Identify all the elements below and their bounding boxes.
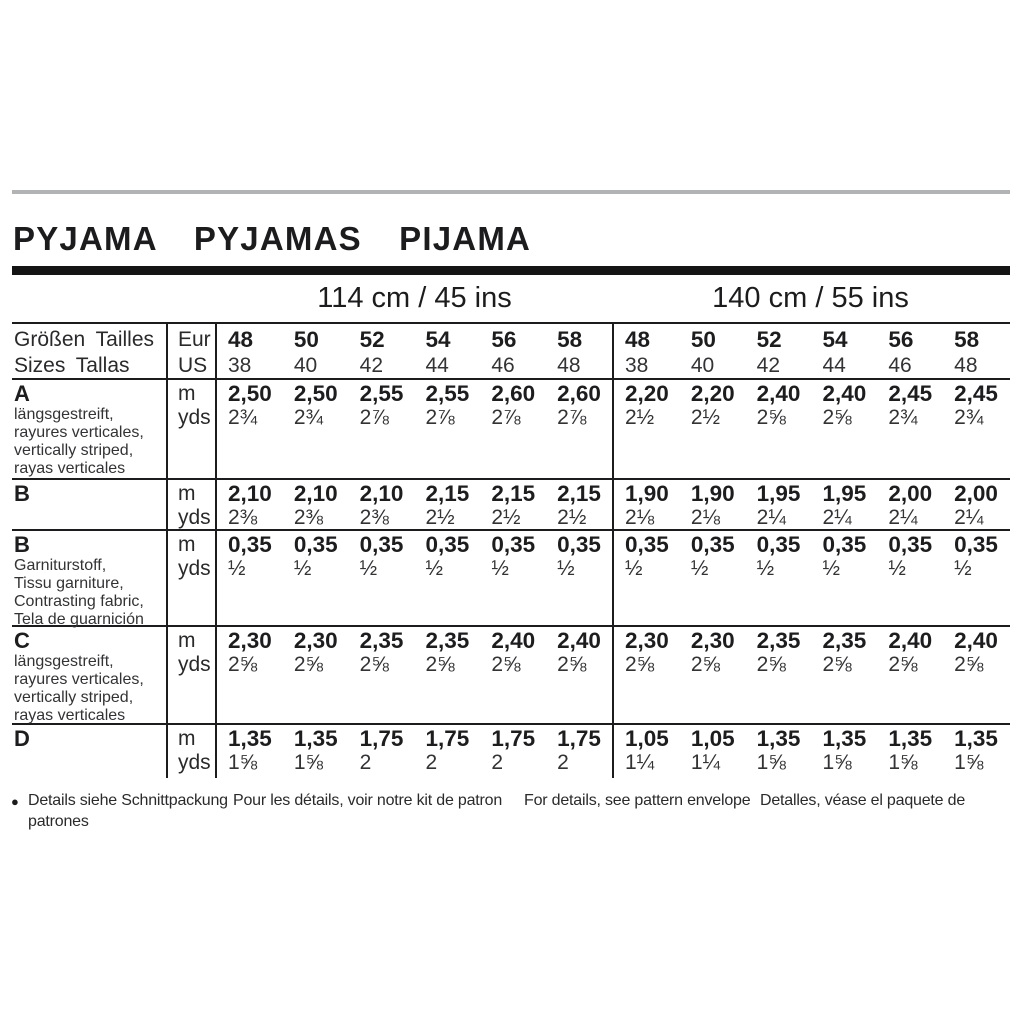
meters-value: 1,95 <box>822 481 867 506</box>
table-cell <box>217 380 283 478</box>
footer-note-spanish-wrap: patrones <box>28 813 89 830</box>
yards-value: ½ <box>293 557 312 580</box>
yards-value: 2 <box>557 751 569 774</box>
yards-value: 1¼ <box>690 751 721 774</box>
table-cell <box>877 531 943 625</box>
meters-value: 2,30 <box>625 628 669 653</box>
table-cell <box>614 627 680 723</box>
view-label-cell <box>12 531 166 628</box>
meters-value: 2,20 <box>690 381 735 406</box>
yards-value: 2⅞ <box>491 406 521 429</box>
view-description-line: rayures verticales, <box>14 424 144 441</box>
yards-value: 2¾ <box>228 406 258 429</box>
page-title: PYJAMA PYJAMAS PIJAMA <box>13 220 532 257</box>
meters-value: 1,35 <box>822 726 867 751</box>
view-description <box>14 406 166 478</box>
table-cell <box>283 531 349 625</box>
yards-value: 2⅝ <box>557 653 587 676</box>
unit-m: m <box>178 482 196 505</box>
us-size: 44 <box>425 354 449 377</box>
us-size: 40 <box>690 354 715 377</box>
yardage-table <box>12 322 1010 778</box>
size-system-us: US <box>178 354 208 377</box>
meters-value: 1,05 <box>690 726 735 751</box>
view-letter: B <box>14 532 30 557</box>
meters-value: 2,40 <box>557 628 601 653</box>
table-cell <box>546 324 612 378</box>
view-row-B-contrast <box>12 531 1010 627</box>
us-size: 44 <box>822 354 846 377</box>
table-cell <box>283 380 349 478</box>
table-cell <box>811 480 877 529</box>
view-label-cell <box>12 380 166 478</box>
yards-value: ½ <box>690 557 709 580</box>
yards-value: 2⅝ <box>888 653 918 676</box>
yards-value: 2½ <box>491 506 521 529</box>
yards-value: ½ <box>625 557 643 580</box>
yards-value: 2⅝ <box>293 653 324 676</box>
yards-value: 2⅝ <box>690 653 721 676</box>
meters-value: 2,10 <box>293 481 338 506</box>
table-cell <box>414 324 480 378</box>
meters-value: 0,35 <box>228 532 272 557</box>
table-cell <box>811 531 877 625</box>
unit-yds: yds <box>178 751 211 774</box>
view-letter: D <box>14 726 30 751</box>
table-cell <box>614 725 680 778</box>
table-cell <box>877 324 943 378</box>
yardage-group-114 <box>217 480 612 529</box>
table-cell <box>546 480 612 529</box>
meters-value: 0,35 <box>491 532 536 557</box>
table-cell <box>283 725 349 778</box>
us-size: 42 <box>359 354 384 377</box>
fabric-width-header-114: 114 cm / 45 ins <box>317 282 512 314</box>
title-underline-bar <box>12 266 1010 275</box>
yards-value: 2⅝ <box>625 653 655 676</box>
view-row-B <box>12 480 1010 531</box>
yards-value: 2¾ <box>888 406 918 429</box>
table-cell <box>680 324 746 378</box>
unit-yds: yds <box>178 557 211 580</box>
us-size: 38 <box>625 354 649 377</box>
table-cell <box>217 725 283 778</box>
yards-value: 1⅝ <box>822 751 852 774</box>
view-description-line: Contrasting fabric, <box>14 593 144 610</box>
bullet-icon: ● <box>11 794 19 809</box>
yards-value: 2⅝ <box>756 653 786 676</box>
table-cell <box>943 725 1009 778</box>
us-size: 48 <box>954 354 978 377</box>
unit-m: m <box>178 629 196 652</box>
yards-value: 1⅝ <box>756 751 786 774</box>
view-description-line: Tissu garniture, <box>14 575 124 592</box>
meters-value: 0,35 <box>690 532 735 557</box>
meters-value: 2,55 <box>425 381 470 406</box>
table-cell <box>480 627 546 723</box>
yards-value: 2⅛ <box>690 506 721 529</box>
meters-value: 2,50 <box>228 381 272 406</box>
yards-value: 2¼ <box>888 506 918 529</box>
yards-value: 2⅝ <box>954 653 984 676</box>
yards-value: 2⅞ <box>557 406 587 429</box>
view-row-A <box>12 380 1010 480</box>
unit-cell <box>166 480 217 529</box>
eur-size: 58 <box>954 327 980 352</box>
yards-value: 2⅝ <box>822 406 852 429</box>
table-cell <box>349 725 415 778</box>
meters-value: 0,35 <box>625 532 669 557</box>
meters-value: 0,35 <box>557 532 601 557</box>
top-divider-rule <box>12 190 1010 194</box>
table-cell <box>349 324 415 378</box>
table-cell <box>680 480 746 529</box>
meters-value: 0,35 <box>293 532 338 557</box>
meters-value: 2,40 <box>491 628 536 653</box>
table-cell <box>217 531 283 625</box>
meters-value: 2,50 <box>293 381 338 406</box>
table-cell <box>349 531 415 625</box>
yards-value: 1¼ <box>625 751 655 774</box>
table-cell <box>746 380 812 478</box>
meters-value: 2,20 <box>625 381 669 406</box>
eur-size: 56 <box>888 327 914 352</box>
view-description-line: Tela de guarnición <box>14 611 144 628</box>
unit-cell <box>166 627 217 723</box>
yards-value: 2⅝ <box>756 406 786 429</box>
yards-value: ½ <box>954 557 972 580</box>
sizes-label-line2: Sizes Tallas <box>14 354 130 377</box>
yardage-group-140 <box>612 531 1009 625</box>
table-cell <box>349 380 415 478</box>
table-cell <box>414 531 480 625</box>
view-row-C <box>12 627 1010 725</box>
view-letter: A <box>14 381 30 406</box>
us-size: 46 <box>491 354 515 377</box>
table-cell <box>283 324 349 378</box>
yardage-group-140 <box>612 380 1009 478</box>
meters-value: 2,35 <box>359 628 404 653</box>
meters-value: 2,60 <box>491 381 536 406</box>
eur-size: 54 <box>425 327 451 352</box>
table-cell <box>877 725 943 778</box>
yards-value: 2¼ <box>954 506 984 529</box>
view-letter: B <box>14 481 30 506</box>
yards-value: ½ <box>491 557 509 580</box>
eur-size: 52 <box>359 327 385 352</box>
yards-value: 2⅛ <box>625 506 655 529</box>
meters-value: 2,40 <box>888 628 933 653</box>
yards-value: 2⅝ <box>491 653 521 676</box>
unit-m: m <box>178 382 196 405</box>
meters-value: 2,10 <box>359 481 404 506</box>
meters-value: 1,35 <box>888 726 933 751</box>
table-cell <box>217 480 283 529</box>
table-cell <box>217 627 283 723</box>
unit-cell <box>166 725 217 778</box>
meters-value: 2,40 <box>822 381 867 406</box>
table-cell <box>480 480 546 529</box>
table-cell <box>877 480 943 529</box>
sizes-label-line1: Größen Tailles <box>14 328 155 351</box>
meters-value: 2,45 <box>888 381 933 406</box>
view-description-line: längsgestreift, <box>14 653 114 670</box>
table-cell <box>943 480 1009 529</box>
eur-size: 52 <box>756 327 782 352</box>
yards-value: 2¾ <box>954 406 984 429</box>
yards-value: 1⅝ <box>888 751 918 774</box>
table-cell <box>746 725 812 778</box>
eur-size: 56 <box>491 327 517 352</box>
eur-size: 50 <box>293 327 319 352</box>
table-cell <box>414 380 480 478</box>
yards-value: 2⅜ <box>359 506 389 529</box>
meters-value: 2,15 <box>491 481 536 506</box>
fabric-width-header-140: 140 cm / 55 ins <box>712 282 909 314</box>
yardage-group-114 <box>217 380 612 478</box>
table-cell <box>680 380 746 478</box>
yardage-group-140 <box>612 480 1009 529</box>
view-description-line: vertically striped, <box>14 442 134 459</box>
table-cell <box>546 380 612 478</box>
table-cell <box>943 380 1009 478</box>
unit-cell <box>166 380 217 478</box>
sizes-label-cell <box>12 324 166 378</box>
table-cell <box>680 627 746 723</box>
view-description <box>14 653 166 725</box>
eur-size: 54 <box>822 327 848 352</box>
table-cell <box>811 380 877 478</box>
table-cell <box>283 480 349 529</box>
yards-value: 2⅞ <box>425 406 455 429</box>
yards-value: 2⅞ <box>359 406 389 429</box>
meters-value: 1,05 <box>625 726 669 751</box>
table-cell <box>614 480 680 529</box>
yards-value: 2½ <box>425 506 455 529</box>
meters-value: 2,60 <box>557 381 601 406</box>
meters-value: 2,15 <box>425 481 470 506</box>
meters-value: 1,90 <box>690 481 735 506</box>
us-size: 38 <box>228 354 252 377</box>
yards-value: 2¾ <box>293 406 324 429</box>
view-row-D <box>12 725 1010 778</box>
us-size: 42 <box>756 354 781 377</box>
table-cell <box>746 480 812 529</box>
table-cell <box>943 627 1009 723</box>
table-cell <box>811 324 877 378</box>
size-header-row <box>12 322 1010 380</box>
meters-value: 1,75 <box>491 726 536 751</box>
table-cell <box>680 531 746 625</box>
yards-value: ½ <box>425 557 443 580</box>
yards-value: 2 <box>491 751 503 774</box>
meters-value: 2,00 <box>888 481 933 506</box>
table-cell <box>877 380 943 478</box>
meters-value: 1,75 <box>425 726 470 751</box>
yards-value: 2¼ <box>822 506 852 529</box>
unit-yds: yds <box>178 653 211 676</box>
meters-value: 2,00 <box>954 481 998 506</box>
meters-value: 2,55 <box>359 381 404 406</box>
size-system-eur: Eur <box>178 328 211 351</box>
size-columns-140 <box>612 324 1009 378</box>
yardage-group-140 <box>612 725 1009 778</box>
table-cell <box>480 380 546 478</box>
table-cell <box>414 627 480 723</box>
yardage-group-114 <box>217 531 612 625</box>
footer-note-french: Pour les détails, voir notre kit de patron <box>233 792 503 809</box>
unit-yds: yds <box>178 506 211 529</box>
table-cell <box>943 324 1009 378</box>
meters-value: 1,35 <box>228 726 272 751</box>
table-cell <box>746 531 812 625</box>
meters-value: 1,35 <box>293 726 338 751</box>
unit-yds: yds <box>178 406 211 429</box>
meters-value: 0,35 <box>954 532 998 557</box>
eur-size: 48 <box>228 327 254 352</box>
table-cell <box>943 531 1009 625</box>
yards-value: ½ <box>359 557 378 580</box>
meters-value: 1,90 <box>625 481 669 506</box>
yards-value: 2¼ <box>756 506 786 529</box>
us-size: 48 <box>557 354 581 377</box>
table-cell <box>414 480 480 529</box>
yards-value: ½ <box>822 557 840 580</box>
meters-value: 2,15 <box>557 481 601 506</box>
table-cell <box>480 725 546 778</box>
yards-value: 2½ <box>690 406 721 429</box>
table-cell <box>283 627 349 723</box>
yards-value: ½ <box>557 557 575 580</box>
meters-value: 1,35 <box>954 726 998 751</box>
table-cell <box>811 627 877 723</box>
meters-value: 0,35 <box>359 532 404 557</box>
meters-value: 2,40 <box>756 381 801 406</box>
eur-size: 58 <box>557 327 583 352</box>
meters-value: 0,35 <box>888 532 933 557</box>
meters-value: 2,30 <box>228 628 272 653</box>
meters-value: 1,75 <box>557 726 601 751</box>
meters-value: 1,95 <box>756 481 801 506</box>
yards-value: 2⅝ <box>228 653 258 676</box>
table-cell <box>217 324 283 378</box>
meters-value: 2,30 <box>690 628 735 653</box>
table-cell <box>614 531 680 625</box>
yards-value: ½ <box>888 557 906 580</box>
table-cell <box>614 324 680 378</box>
table-cell <box>811 725 877 778</box>
view-description-line: rayas verticales <box>14 460 126 477</box>
table-cell <box>546 531 612 625</box>
eur-size: 50 <box>690 327 716 352</box>
table-cell <box>746 627 812 723</box>
view-description-line: längsgestreift, <box>14 406 114 423</box>
yards-value: 2½ <box>557 506 587 529</box>
meters-value: 2,35 <box>822 628 867 653</box>
meters-value: 1,75 <box>359 726 404 751</box>
view-label-cell <box>12 627 166 723</box>
meters-value: 2,35 <box>425 628 470 653</box>
yards-value: 2⅝ <box>822 653 852 676</box>
yards-value: 2 <box>425 751 438 774</box>
us-size: 40 <box>293 354 318 377</box>
yardage-group-114 <box>217 725 612 778</box>
yards-value: 2⅝ <box>425 653 455 676</box>
meters-value: 2,45 <box>954 381 998 406</box>
view-label-cell <box>12 480 166 529</box>
meters-value: 0,35 <box>822 532 867 557</box>
yards-value: 2⅜ <box>293 506 324 529</box>
table-cell <box>877 627 943 723</box>
yards-value: 2½ <box>625 406 655 429</box>
table-cell <box>546 627 612 723</box>
yards-value: 2 <box>359 751 372 774</box>
yards-value: ½ <box>756 557 775 580</box>
view-description-line: rayures verticales, <box>14 671 144 688</box>
view-letter: C <box>14 628 30 653</box>
unit-m: m <box>178 533 196 556</box>
table-cell <box>480 324 546 378</box>
footer-note-english: For details, see pattern envelope <box>524 792 751 809</box>
eur-size: 48 <box>625 327 651 352</box>
us-size: 46 <box>888 354 912 377</box>
yards-value: ½ <box>228 557 246 580</box>
view-description-line: Garniturstoff, <box>14 557 107 574</box>
footer-note-german: Details siehe Schnittpackung <box>28 792 228 809</box>
view-description-line: vertically striped, <box>14 689 134 706</box>
meters-value: 2,30 <box>293 628 338 653</box>
meters-value: 0,35 <box>756 532 801 557</box>
table-cell <box>349 627 415 723</box>
size-system-cell <box>166 324 217 378</box>
view-label-cell <box>12 725 166 778</box>
table-cell <box>480 531 546 625</box>
meters-value: 1,35 <box>756 726 801 751</box>
yards-value: 1⅝ <box>228 751 258 774</box>
meters-value: 2,40 <box>954 628 998 653</box>
unit-m: m <box>178 727 196 750</box>
size-columns-114 <box>217 324 612 378</box>
table-cell <box>546 725 612 778</box>
meters-value: 0,35 <box>425 532 470 557</box>
table-cell <box>614 380 680 478</box>
meters-value: 2,10 <box>228 481 272 506</box>
table-cell <box>349 480 415 529</box>
footer-note-spanish: Detalles, véase el paquete de <box>760 792 966 809</box>
view-description-line: rayas verticales <box>14 707 126 724</box>
view-description <box>14 557 166 629</box>
table-cell <box>746 324 812 378</box>
yards-value: 2⅝ <box>359 653 389 676</box>
table-cell <box>680 725 746 778</box>
table-cell <box>414 725 480 778</box>
yards-value: 2⅜ <box>228 506 258 529</box>
unit-cell <box>166 531 217 625</box>
yards-value: 1⅝ <box>293 751 324 774</box>
meters-value: 2,35 <box>756 628 801 653</box>
yardage-group-114 <box>217 627 612 723</box>
yards-value: 1⅝ <box>954 751 984 774</box>
yardage-group-140 <box>612 627 1009 723</box>
